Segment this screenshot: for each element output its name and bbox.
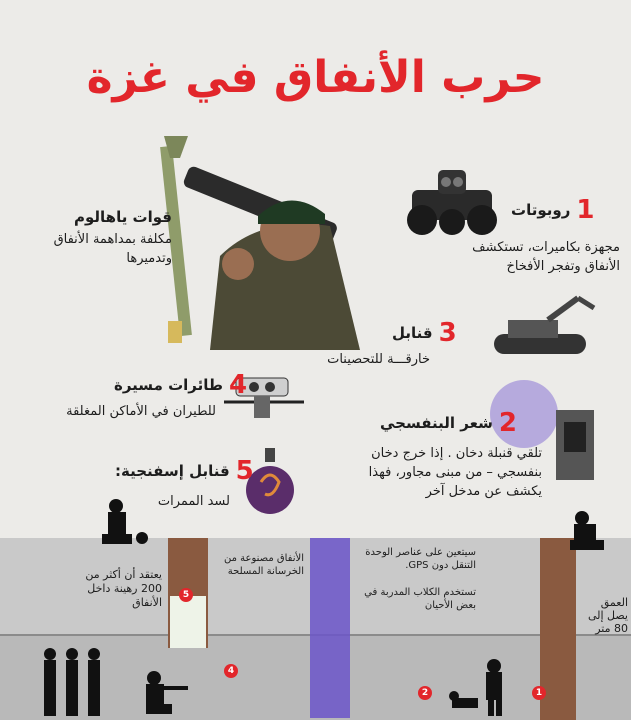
item-sponge-bombs [115, 458, 254, 484]
item-purple-smoke [380, 410, 517, 436]
marker-5: 5 [179, 588, 193, 602]
hostages-note: يعتقد أن أكثر من 200 رهينة داخل الأنفاق [85, 568, 162, 609]
item-desc: خارقـــة للتحصينات [327, 352, 430, 367]
marker-2: 2 [418, 686, 432, 700]
concrete-note: الأنفاق مصنوعة من الخرسانة المسلحة [224, 553, 304, 577]
yahalom-desc: مكلفة بمداهمة الأنفاق وتدميرها [53, 232, 172, 266]
item-number: 2 [498, 408, 517, 438]
soldier-silhouette [140, 670, 190, 716]
sponge-fill [170, 596, 206, 648]
robot-illustration [402, 160, 502, 240]
dogs-note: تستخدم الكلاب المدربة في بعض الأحيان [364, 587, 476, 611]
item-bunker-bombs [392, 320, 457, 346]
item-label: طائرات مسيرة [114, 376, 224, 394]
item-label: روبوتات [511, 201, 571, 219]
item-desc: لسد الممرات [157, 494, 230, 509]
item-label: قنابل إسفنجية: [115, 462, 230, 480]
shaft-smoke [310, 538, 350, 718]
item-robots [511, 197, 594, 223]
entrance-soldier-silhouette [560, 510, 612, 552]
hostages-silhouettes [40, 646, 104, 718]
page-title: حرب الأنفاق في غزة [86, 52, 545, 103]
soldier-launcher-illustration [140, 136, 370, 350]
item-desc: تلقي قنبلة دخان . إذا خرج دخان بنفسجي – من مبنى مجاور، فهذا يكشف عن مدخل آخر [368, 446, 542, 499]
item-number: 4 [229, 370, 248, 400]
item-number: 3 [438, 318, 457, 348]
marker-4: 4 [224, 664, 238, 678]
item-desc: مجهزة بكاميرات، تستكشف الأنفاق وتفجر الأفخاخ [472, 240, 620, 274]
item-number: 1 [576, 195, 595, 225]
tracked-robot-illustration [488, 288, 600, 362]
item-label: شعر البنفسجي [380, 414, 493, 432]
surface-soldier-silhouette [96, 498, 150, 548]
item-desc: للطيران في الأماكن المغلقة [66, 404, 216, 419]
item-label: قنابل [392, 324, 433, 342]
depth-note: العمق يصل إلى 80 متر [587, 596, 628, 635]
marker-1: 1 [532, 686, 546, 700]
item-number: 5 [235, 456, 254, 486]
dog-handler-silhouette [448, 658, 518, 718]
yahalom-title: قوات ياهالوم [74, 208, 172, 226]
tunnel-cross-section [0, 538, 631, 720]
item-drones [114, 372, 247, 398]
gps-note: سيتعين على عناصر الوحدة التنقل دون GPS. [365, 547, 476, 571]
